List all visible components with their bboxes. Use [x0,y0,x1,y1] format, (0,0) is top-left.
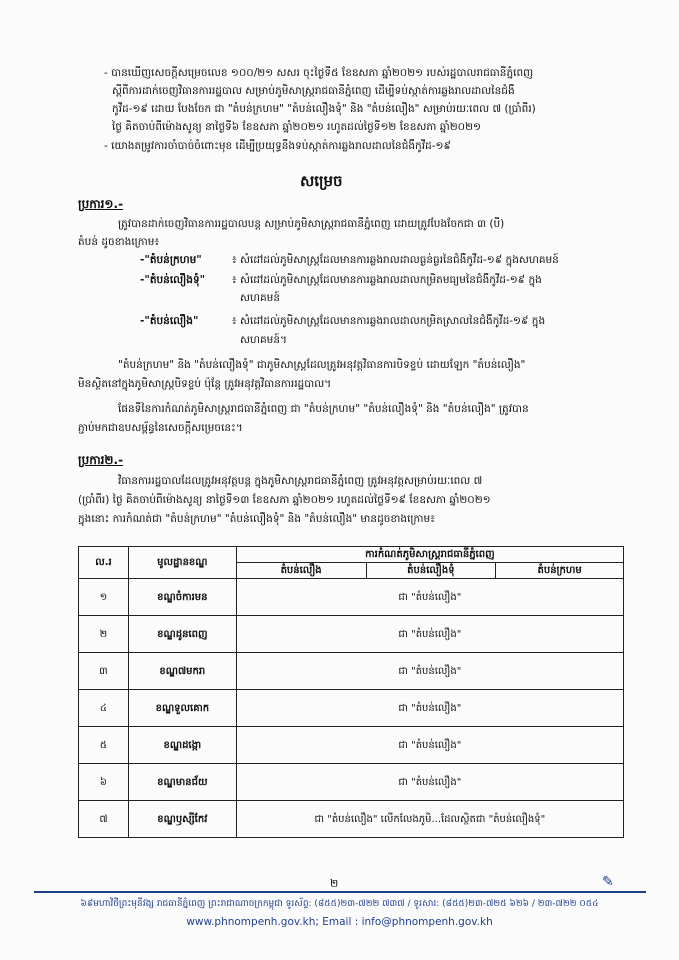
article-2-body-2: (ប្រាំពីរ) ថ្ងៃ គិតចាប់ពីម៉ោងសូន្យ នាថ្ងៃទី១៣ ខែឧសភា ឆ្នាំ២០២១ រហូតដល់ថ្ងៃទី១៩ ខែឧសភា ឆ្នាំ២០២១ [78,494,491,506]
row-no: ៤ [79,690,129,727]
row-zone: ជា "តំបន់លឿង" [236,727,623,764]
row-district: ខណ្ឌទួលគោក [128,690,236,727]
row-no: ៦ [79,764,129,801]
article-1-intro-2: តំបន់ ដូចខាងក្រោម៖ [78,236,160,248]
preamble-line-2: ស្តីពីការដាក់ចេញវិធានការរដ្ឋបាល សម្រាប់ភូមិសាស្ត្ររាជធានីភ្នំពេញ ដើម្បីទប់ស្កាត់ការឆ្លងរាលដាលនៃជំងឺ [112,85,515,97]
article-1-para3-2: ភ្ជាប់មកជាឧបសម្ព័ន្ធនៃសេចក្តីសម្រេចនេះ។ [78,422,243,434]
row-district: ខណ្ឌមានជ័យ [128,764,236,801]
row-district: ខណ្ឌឫស្សីកែវ [128,801,236,838]
preamble-line-4: ថ្ងៃ គិតចាប់ពីម៉ោងសូន្យ នាថ្ងៃទី៦ ខែឧសភា ឆ្នាំ២០២១ រហូតដល់ថ្ងៃទី១២ ខែឧសភា ឆ្នាំ២០២១ [112,121,481,133]
preamble-line-3: កូវីដ-១៩ ដោយ បែងចែក ជា "តំបន់ក្រហម" "តំបន់លឿងទុំ" និង "តំបន់លឿង" សម្រាប់រយៈពេល ៧ (ប្រាំពីរ) [112,103,536,115]
zone-yellow-desc-1: ៖ សំដៅដល់ភូមិសាស្ត្រដែលមានការឆ្លងរាលដាលកម្រិតស្រាលនៃជំងឺកូវីដ-១៩ ក្នុង [232,315,546,327]
zone-yellow-name: -"តំបន់លឿង" [140,315,199,327]
table-row [79,690,624,727]
row-zone: ជា "តំបន់លឿង" [236,653,623,690]
zone-table [78,546,624,838]
article-2-body-1: វិធានការរដ្ឋបាលដែលត្រូវអនុវត្តបន្ត ក្នុងភូមិសាស្ត្ររាជធានីភ្នំពេញ ត្រូវអនុវត្តសម្រាប់រយៈពេល ៧ [118,475,483,487]
row-no: ១ [79,579,129,616]
footer-divider [34,891,646,893]
row-district: ខណ្ឌ៧មករា [128,653,236,690]
article-1-para2-2: មិនស្ថិតនៅក្នុងភូមិសាស្ត្របិទខ្ទប់ ប៉ុន្តែ ត្រូវអនុវត្តវិធានការរដ្ឋបាល។ [78,378,332,390]
row-district: ខណ្ឌដូនពេញ [128,616,236,653]
table-row [79,653,624,690]
zone-yellow-ripe-desc-2: សហគមន៍ [240,292,280,304]
col-header-district: មូលដ្ឋានខណ្ឌ [128,547,236,579]
footer-address: ៦៩មហាវិថីព្រះមុនីវង្ស រាជធានីភ្នំពេញ ព្រះរាជាណាចក្រកម្ពុជា ទូរស័ព្ទ: (៨៥៥)២៣-៧២២ ៧៣៧ / ទូរសារ: (៨៥៥)២៣-៧២៥ ៦២៦ / ២៣-៧២២ ០៥៤ [80,899,599,909]
row-zone: ជា "តំបន់លឿង" លើកលែងភូមិ...ដែលស្ថិតជា "តំបន់លឿងទុំ" [236,801,623,838]
article-1-para3-1: ផែនទីនៃការកំណត់ភូមិសាស្ត្ររាជធានីភ្នំពេញ ជា "តំបន់ក្រហម" "តំបន់លឿងទុំ" និង "តំបន់លឿង" ត្រូវបាន [118,403,529,415]
article-1-title: ប្រការ១.- [78,197,124,211]
row-zone: ជា "តំបន់លឿង" [236,616,623,653]
row-zone: ជា "តំបន់លឿង" [236,690,623,727]
sub-header-yellow: តំបន់លឿង [236,563,366,579]
table-row [79,764,624,801]
zone-red-desc: ៖ សំដៅដល់ភូមិសាស្ត្រដែលមានការឆ្លងរាលដាលធ្ងន់ធ្ងរនៃជំងឺកូវីដ-១៩ ក្នុងសហគមន៍ [232,254,559,266]
row-no: ៥ [79,727,129,764]
table-row [79,616,624,653]
article-2-title: ប្រការ២.- [78,453,124,467]
row-district: ខណ្ឌដង្កោ [128,727,236,764]
article-1-intro-1: ត្រូវបានដាក់ចេញវិធានការរដ្ឋបាលបន្ត សម្រាប់ភូមិសាស្ត្ររាជធានីភ្នំពេញ ដោយត្រូវបែងចែកជា ៣ (បី) [118,218,505,230]
decision-heading: សម្រេច [300,172,343,190]
article-1-para2-1: "តំបន់ក្រហម" និង "តំបន់លឿងទុំ" ជាភូមិសាស្ត្រដែលត្រូវអនុវត្តវិធានការបិទខ្ទប់ ដោយឡែក "តំបន់លឿង" [118,359,526,371]
table-row [79,727,624,764]
col-header-no: ល.រ [79,547,129,579]
sub-header-yellow-ripe: តំបន់លឿងទុំ [366,563,496,579]
footer-contact: www.phnompenh.gov.kh; Email : info@phnompenh.gov.kh [186,916,493,928]
row-no: ២ [79,616,129,653]
preamble-line-5: - យោងតម្រូវការចាំបាច់ចំពោះមុខ ដើម្បីប្រយុទ្ធនឹងទប់ស្កាត់ការឆ្លងរាលដាលនៃជំងឺកូវីដ-១៩ [104,140,451,152]
zone-yellow-desc-2: សហគមន៍។ [240,334,287,346]
row-district: ខណ្ឌចំការមន [128,579,236,616]
table-row [79,579,624,616]
preamble-line-1: - បានឃើញសេចក្តីសម្រេចលេខ ១០០/២១ សសរ ចុះថ្ងៃទី៥ ខែឧសភា ឆ្នាំ២០២១ របស់រដ្ឋបាលរាជធានីភ្នំពេញ [104,67,534,79]
initials-signature-icon: ✎ [602,874,614,890]
row-zone: ជា "តំបន់លឿង" [236,579,623,616]
row-no: ៧ [79,801,129,838]
page-number: ២ [330,877,339,890]
table-row [79,801,624,838]
col-header-zoning: ការកំណត់ភូមិសាស្ត្ររាជធានីភ្នំពេញ [236,547,623,563]
zone-yellow-ripe-name: -"តំបន់លឿងទុំ" [140,274,206,286]
row-no: ៣ [79,653,129,690]
zone-red-name: -"តំបន់ក្រហម" [140,254,202,266]
sub-header-red: តំបន់ក្រហម [496,563,624,579]
zone-yellow-ripe-desc-1: ៖ សំដៅដល់ភូមិសាស្ត្រដែលមានការឆ្លងរាលដាលកម្រិតមធ្យមនៃជំងឺកូវីដ-១៩ ក្នុង [232,274,542,286]
article-2-body-3: ក្នុងនោះ ការកំណត់ជា "តំបន់ក្រហម" "តំបន់លឿងទុំ" និង "តំបន់លឿង" មានដូចខាងក្រោម៖ [78,513,435,525]
row-zone: ជា "តំបន់លឿង" [236,764,623,801]
